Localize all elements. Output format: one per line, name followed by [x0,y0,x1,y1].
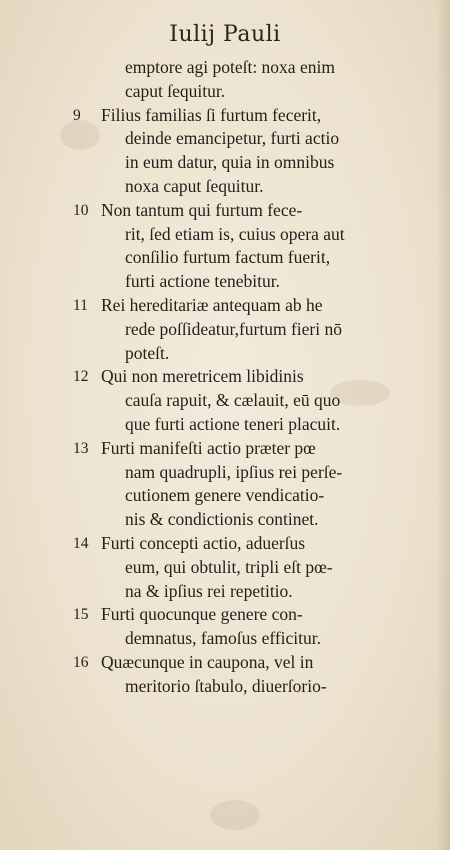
line-text: demnatus, famoſus efficitur. [125,628,322,649]
line-text: Furti concepti actio, aduerſus [101,532,306,553]
line-text: rede poſſideatur,furtum fieri nō [125,318,342,339]
text-line [103,627,433,651]
line-text: Rei hereditariæ antequam ab he [101,294,323,315]
paragraph-number [73,80,101,104]
text-line [103,175,433,199]
line-text: cutionem genere vendicatio- [125,485,325,506]
line-text: eum, qui obtulit, tripli eſt pœ- [125,556,333,577]
paragraph-number: 12 [73,368,89,386]
text-line [73,651,433,675]
text-line [103,56,433,80]
line-text: furti actione tenebitur. [125,271,281,292]
line-text: Filius familias ſi furtum fecerit, [101,104,322,125]
paragraph-number [73,270,101,294]
paragraph-number [73,175,101,199]
text-line [103,342,433,366]
paragraph-number [73,627,101,651]
line-text: deinde emancipetur, furti actio [125,128,340,149]
text-line [103,461,433,485]
text-line [103,389,433,413]
paragraph-number [73,246,101,270]
text-line [103,127,433,151]
text-line [103,246,433,270]
text-line [103,413,433,437]
text-line [103,484,433,508]
line-text: cauſa rapuit, & cælauit, eū quo [125,390,341,411]
paragraph-number [73,413,101,437]
paragraph-number [73,151,101,175]
text-line [103,270,433,294]
paragraph-number [73,508,101,532]
line-text: meritorio ſtabulo, diuerſorio- [125,675,327,696]
line-text: Furti quocunque genere con- [101,604,303,625]
paragraph-number: 11 [73,296,88,314]
paragraph-number: 15 [73,606,89,624]
line-text: Quæcunque in caupona, vel in [101,651,314,672]
text-line [73,199,433,223]
line-text: nam quadrupli, ipſius rei perſe- [125,461,343,482]
line-text: noxa caput ſequitur. [125,175,264,196]
text-line [103,556,433,580]
text-line [103,151,433,175]
paragraph-number [73,342,101,366]
paragraph-number [73,556,101,580]
text-line [73,104,433,128]
paragraph-number: 14 [73,534,89,552]
line-text: que furti actione teneri placuit. [125,413,341,434]
text-line [73,294,433,318]
line-text: Non tantum qui furtum fece- [101,199,303,220]
line-text: in eum datur, quia in omnibus [125,152,335,173]
line-text: caput ſequitur. [125,80,226,101]
paragraph-number [73,318,101,342]
paragraph-number [73,580,101,604]
line-text: na & ipſius rei repetitio. [125,580,293,601]
text-line [103,580,433,604]
line-text: nis & condictionis continet. [125,509,319,530]
line-text: Furti manifeſti actio præter pœ [101,437,316,458]
line-text: Qui non meretricem libidinis [101,366,304,387]
text-line [73,365,433,389]
text-line [73,603,433,627]
paragraph-number [73,675,101,699]
text-line [73,437,433,461]
text-line [103,80,433,104]
paper-stain [210,800,260,830]
page-gutter-shadow [436,0,450,850]
paragraph-number [73,461,101,485]
paragraph-number [73,389,101,413]
paragraph-number [73,127,101,151]
line-text: emptore agi poteſt: noxa enim [125,57,335,77]
text-line [103,223,433,247]
text-line [103,508,433,532]
body-text [73,56,433,699]
text-line [73,532,433,556]
paragraph-number: 10 [73,201,89,219]
paragraph-number: 13 [73,439,89,457]
paragraph-number: 9 [73,106,81,124]
line-text: rit, ſed etiam is, cuius opera aut [125,223,345,244]
text-line [103,318,433,342]
paragraph-number: 16 [73,653,89,671]
paragraph-number [73,484,101,508]
paragraph-number [73,223,101,247]
text-line [103,675,433,699]
line-text: poteſt. [125,342,170,363]
running-title: Iulij Pauli [169,22,281,47]
line-text: conſilio furtum factum fuerit, [125,247,331,268]
paragraph-number [73,56,101,80]
